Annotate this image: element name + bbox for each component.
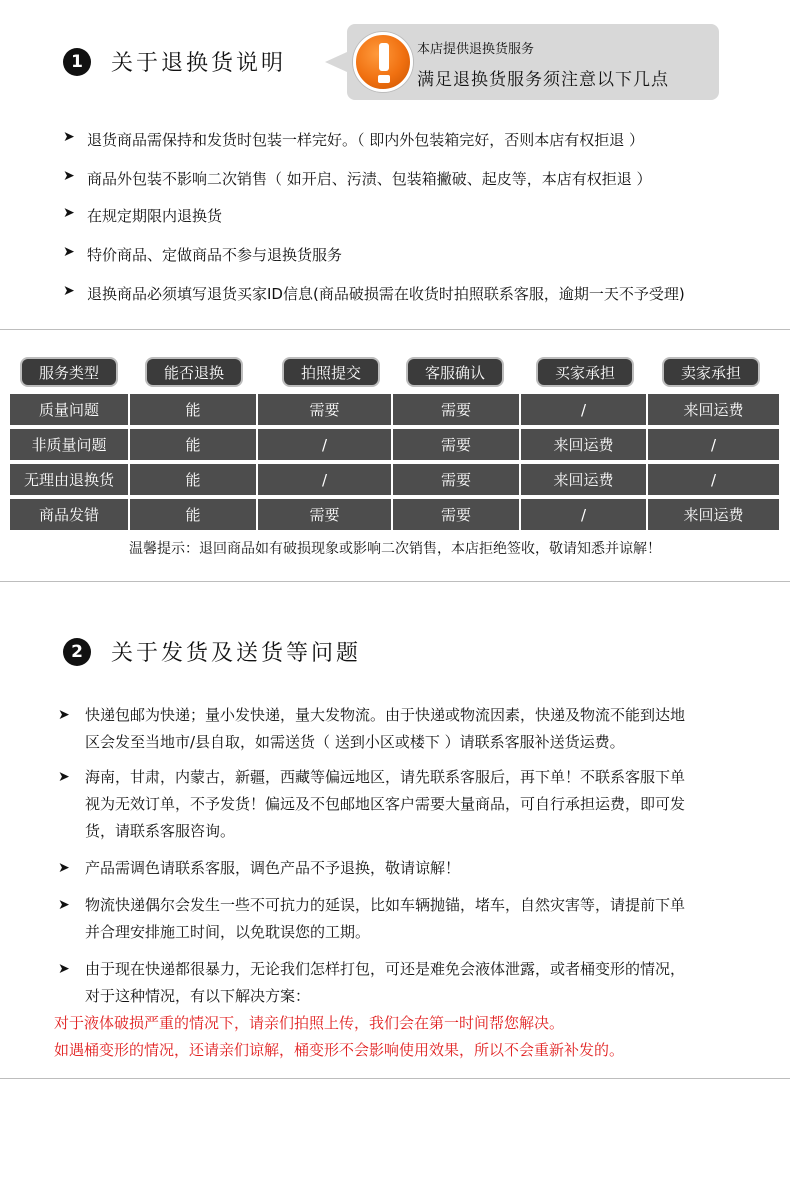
warning-icon	[353, 32, 413, 92]
bullet-arrow-icon: ➤	[58, 707, 70, 723]
header-returnable: 能否退换	[147, 359, 241, 385]
section1-title: 关于退换货说明	[111, 51, 287, 76]
notice-bubble	[347, 24, 719, 100]
number-badge: 2	[63, 638, 91, 666]
return-policy-table	[10, 390, 779, 534]
table-row: 非质量问题 能 / 需要 来回运费 /	[10, 429, 779, 460]
bullet-arrow-icon: ➤	[63, 129, 75, 145]
bullet-arrow-icon: ➤	[58, 961, 70, 977]
warm-tip: 温馨提示：退回商品如有破损现象或影响二次销售，本店拒绝签收，敬请知悉并谅解！	[129, 541, 661, 557]
header-photo: 拍照提交	[284, 359, 378, 385]
number-badge: 1	[63, 48, 91, 76]
section2-heading	[63, 636, 361, 667]
list-item: ➤ 由于现在快递都很暴力，无论我们怎样打包，可还是难免会液体泄露，或者桶变形的情况， 对于这种情况，有以下解决方案：	[58, 956, 775, 1010]
bullet-arrow-icon: ➤	[63, 244, 75, 260]
divider	[0, 1078, 790, 1079]
table-row: 商品发错 能 需要 需要 / 来回运费	[10, 499, 779, 530]
bullet-arrow-icon: ➤	[63, 283, 75, 299]
red-notice: 对于液体破损严重的情况下，请亲们拍照上传，我们会在第一时间帮您解决。 如遇桶变形的情况，还请亲们谅解，桶变形不会影响使用效果，所以不会重新补发的。	[54, 1014, 625, 1059]
list-item: ➤ 商品外包装不影响二次销售（ 如开启、污渍、包装箱撇破、起皮等，本店有权拒退 ）	[63, 168, 652, 188]
section1-heading	[63, 46, 286, 77]
list-item: ➤ 快递包邮为快递；量小发快递，量大发物流。由于快递或物流因素，快递及物流不能到达地 区会发至当地市/县自取，如需送货（ 送到小区或楼下 ）请联系客服补送货运费。	[58, 702, 775, 756]
bullet-arrow-icon: ➤	[63, 205, 75, 221]
bullet-arrow-icon: ➤	[63, 168, 75, 184]
table-row: 质量问题 能 需要 需要 / 来回运费	[10, 394, 779, 425]
divider	[0, 329, 790, 330]
divider	[0, 581, 790, 582]
notice-line1: 本店提供退换货服务	[417, 42, 535, 57]
list-item: ➤ 产品需调色请联系客服，调色产品不予退换，敬请谅解！	[58, 855, 775, 882]
bullet-arrow-icon: ➤	[58, 769, 70, 785]
list-item: ➤ 特价商品、定做商品不参与退换货服务	[63, 244, 343, 264]
header-cs-confirm: 客服确认	[408, 359, 502, 385]
bullet-arrow-icon: ➤	[58, 897, 70, 913]
section2-title: 关于发货及送货等问题	[111, 641, 362, 666]
bubble-pointer	[325, 52, 347, 72]
header-service-type: 服务类型	[22, 359, 116, 385]
bullet-arrow-icon: ➤	[58, 860, 70, 876]
header-buyer-pays: 买家承担	[538, 359, 632, 385]
list-item: ➤ 海南，甘肃，内蒙古，新疆，西藏等偏远地区，请先联系客服后，再下单！不联系客服下单 视为无效订单，不予发货！偏远及不包邮地区客户需要大量商品，可自行承担运费，即可发 货，请联系客服咨询。	[58, 764, 775, 845]
list-item: ➤ 物流快递偶尔会发生一些不可抗力的延误，比如车辆抛锚，堵车，自然灾害等，请提前下单 并合理安排施工时间，以免耽误您的工期。	[58, 892, 775, 946]
list-item: ➤ 退货商品需保持和发货时包装一样完好。（ 即内外包装箱完好，否则本店有权拒退 ）	[63, 129, 645, 149]
table-row: 无理由退换货 能 / 需要 来回运费 /	[10, 464, 779, 495]
header-seller-pays: 卖家承担	[664, 359, 758, 385]
notice-line2: 满足退换货服务须注意以下几点	[417, 70, 669, 90]
list-item: ➤ 在规定期限内退换货	[63, 205, 223, 225]
list-item: ➤ 退换商品必须填写退货买家ID信息(商品破损需在收货时拍照联系客服，逾期一天不予受理)	[63, 283, 685, 303]
